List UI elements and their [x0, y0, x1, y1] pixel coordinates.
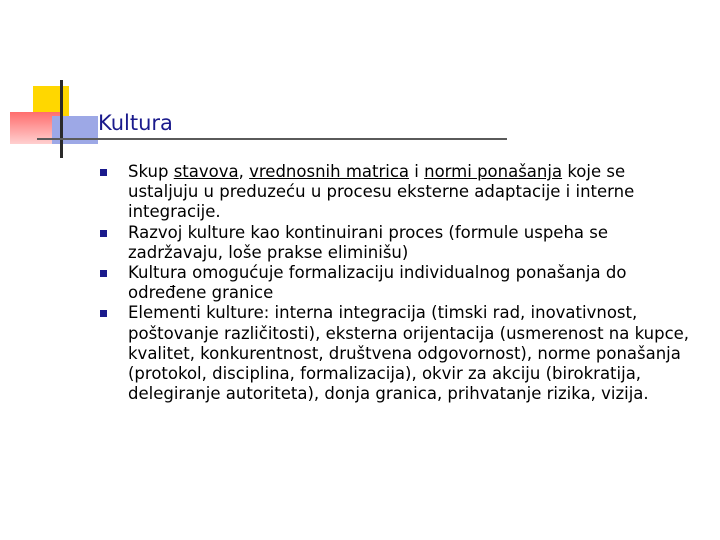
bullet-text: Elementi kulture: interna integracija (timski rad, inovativnost, poštovanje različitosti), eksterna orijentacija (usmerenost na kupce, kvalitet, konkurentnost, društvena odgovornost), norme ponašanja (protokol, disciplina, formalizacija), okvir za akciju (birokratija, delegiranje autoriteta), donja granica, prihvatanje rizika, vizija. — [128, 303, 690, 404]
underlined-term: stavova — [173, 162, 239, 181]
bullet-item — [100, 263, 700, 303]
square-bullet-icon — [100, 169, 107, 176]
bullet-item — [100, 223, 700, 263]
square-bullet-icon — [100, 310, 107, 317]
bullet-text: Skup — [128, 162, 174, 181]
bullet-text: koje se ustaljuju u preduzeću u procesu eksterne adaptacije i interne integracije. — [128, 162, 635, 222]
underlined-term: normi ponašanja — [424, 162, 563, 181]
bullet-list — [100, 162, 700, 404]
square-bullet-icon — [100, 230, 107, 237]
bullet-text: i — [409, 162, 425, 181]
bullet-text: Kultura omogućuje formalizaciju individualnog ponašanja do određene granice — [128, 263, 627, 303]
square-bullet-icon — [100, 270, 107, 277]
decoration-vertical-line — [60, 80, 63, 158]
bullet-item — [100, 303, 700, 404]
bullet-text: Razvoj kulture kao kontinuirani proces (formule uspeha se zadržavaju, loše prakse eliminišu) — [128, 222, 609, 262]
slide-title: Kultura — [98, 111, 173, 135]
underlined-term: vrednosnih matrica — [249, 162, 410, 181]
bullet-text: , — [238, 162, 250, 181]
title-underline-rule — [37, 138, 507, 140]
bullet-item — [100, 162, 700, 223]
